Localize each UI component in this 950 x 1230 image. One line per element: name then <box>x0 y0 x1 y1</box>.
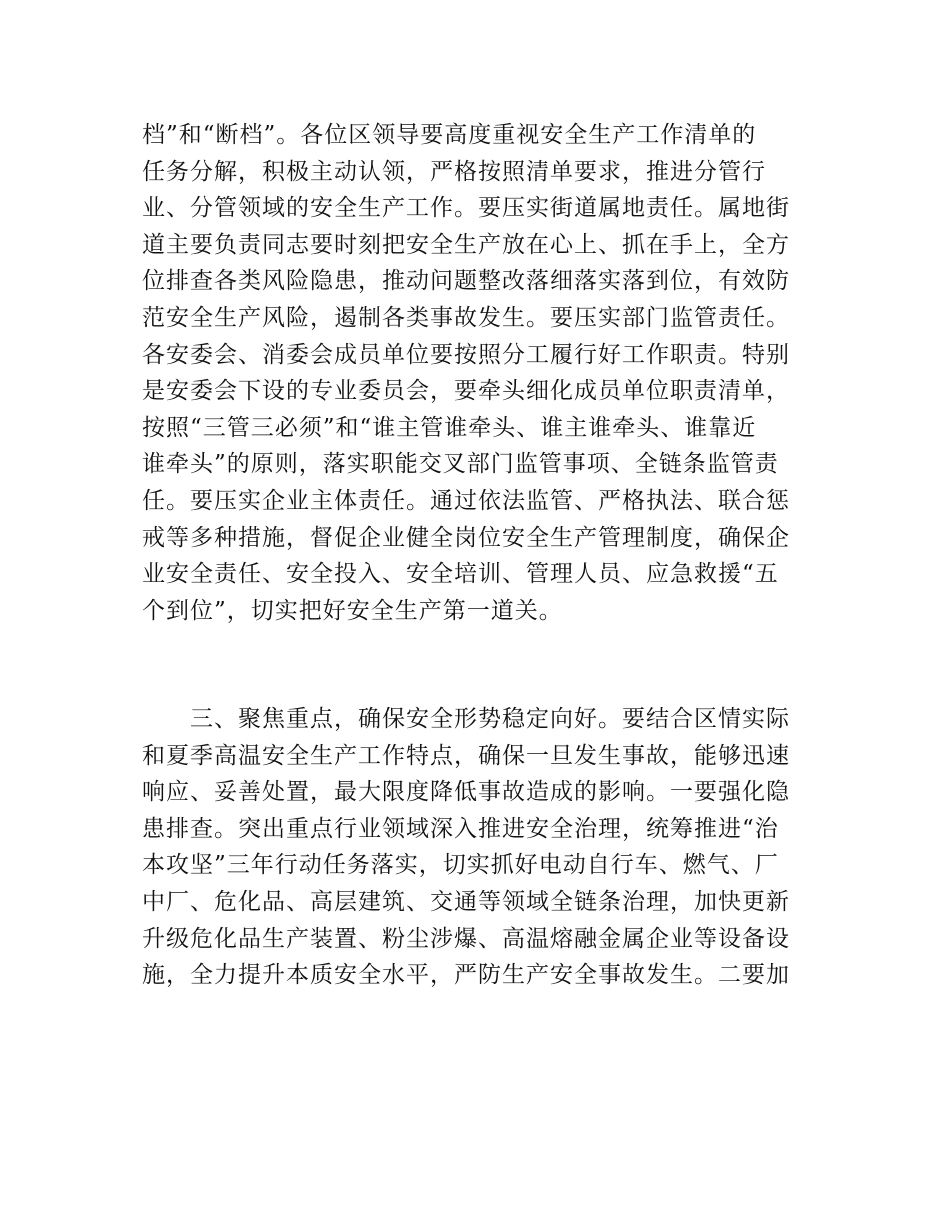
text-line: 戒等多种措施，督促企业健全岗位安全生产管理制度，确保企 <box>142 524 790 551</box>
text-line: 业安全责任、安全投入、安全培训、管理人员、应急救援“五 <box>142 561 779 588</box>
text-line: 本攻坚”三年行动任务落实，切实抓好电动自行车、燃气、厂 <box>142 852 779 879</box>
text-line: 任。要压实企业主体责任。通过依法监管、严格执法、联合惩 <box>142 487 790 514</box>
text-line: 范安全生产风险，遏制各类事故发生。要压实部门监管责任。 <box>142 304 790 331</box>
text-line: 中厂、危化品、高层建筑、交通等领域全链条治理，加快更新 <box>142 888 790 915</box>
paragraph-section-three <box>142 701 814 994</box>
text-line: 谁牵头”的原则，落实职能交叉部门监管事项、全链条监管责 <box>142 451 779 478</box>
text-line: 各安委会、消委会成员单位要按照分工履行好工作职责。特别 <box>142 341 790 368</box>
text-line: 按照“三管三必须”和“谁主管谁牵头、谁主谁牵头、谁靠近 <box>142 414 757 441</box>
text-line: 位排查各类风险隐患，推动问题整改落细落实落到位，有效防 <box>142 268 790 295</box>
text-line: 响应、妥善处置，最大限度降低事故造成的影响。一要强化隐 <box>142 779 790 806</box>
text-line: 升级危化品生产装置、粉尘涉爆、高温熔融金属企业等设备设 <box>142 925 790 952</box>
paragraph-responsibility <box>142 117 814 629</box>
text-line: 施，全力提升本质安全水平，严防生产安全事故发生。二要加 <box>142 962 790 989</box>
text-line: 档”和“断档”。各位区领导要高度重视安全生产工作清单的 <box>142 122 757 148</box>
text-line: 道主要负责同志要时刻把安全生产放在心上、抓在手上，全方 <box>142 231 790 258</box>
text-line: 个到位”，切实把好安全生产第一道关。 <box>142 597 563 624</box>
section-heading-line: 三、聚焦重点，确保安全形势稳定向好。要结合区情实际 <box>190 706 790 732</box>
text-line: 是安委会下设的专业委员会，要牵头细化成员单位职责清单， <box>142 378 790 405</box>
text-line: 患排查。突出重点行业领域深入推进安全治理，统筹推进“治 <box>142 815 779 842</box>
text-line: 和夏季高温安全生产工作特点，确保一旦发生事故，能够迅速 <box>142 742 790 769</box>
text-line: 业、分管领域的安全生产工作。要压实街道属地责任。属地街 <box>142 195 790 222</box>
text-line: 任务分解，积极主动认领，严格按照清单要求，推进分管行 <box>142 158 766 185</box>
